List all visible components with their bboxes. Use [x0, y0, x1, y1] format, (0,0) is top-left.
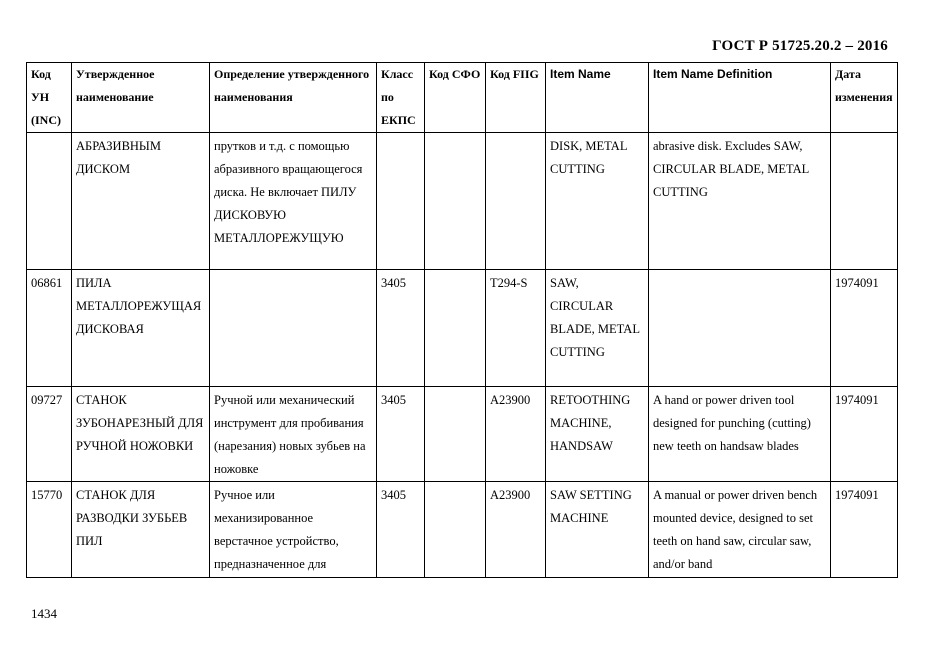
header-approved-name: Утвержденное наименование: [72, 63, 210, 133]
document-code: ГОСТ Р 51725.20.2 – 2016: [712, 38, 888, 54]
cell-inc: 15770: [27, 482, 72, 578]
cell-class: 3405: [377, 270, 425, 387]
cell-item-def: A manual or power driven bench mounted device, designed to set teeth on hand saw, circular saw, and/or band: [649, 482, 831, 578]
cell-item-def: A hand or power driven tool designed for punching (cutting) new teeth on handsaw blades: [649, 387, 831, 482]
table-row: [27, 482, 898, 578]
header-fiig: Код FIIG: [486, 63, 546, 133]
cell-inc: 06861: [27, 270, 72, 387]
header-class: Класс по ЕКПС: [377, 63, 425, 133]
cell-item-def: abrasive disk. Excludes SAW, CIRCULAR BLADE, METAL CUTTING: [649, 133, 831, 270]
cell-item-name: SAW, CIRCULAR BLADE, METAL CUTTING: [546, 270, 649, 387]
cell-inc: 09727: [27, 387, 72, 482]
cell-item-name: RETOOTHING MACHINE, HANDSAW: [546, 387, 649, 482]
cell-fiig: [486, 133, 546, 270]
table-row: [27, 133, 898, 270]
cell-sfo: [425, 482, 486, 578]
cell-item-def: [649, 270, 831, 387]
cell-definition: Ручной или механический инструмент для пробивания (нарезания) новых зубьев на ножовке: [210, 387, 377, 482]
table-row: [27, 387, 898, 482]
cell-definition: Ручное или механизированное верстачное устройство, предназначенное для: [210, 482, 377, 578]
header-sfo: Код СФО: [425, 63, 486, 133]
cell-fiig: A23900: [486, 387, 546, 482]
cell-sfo: [425, 387, 486, 482]
cell-class: 3405: [377, 387, 425, 482]
table-row: [27, 270, 898, 387]
header-inc: Код УН (INC): [27, 63, 72, 133]
header-definition: Определение утвержденного наименования: [210, 63, 377, 133]
cell-date: [831, 133, 898, 270]
cell-item-name: DISK, METAL CUTTING: [546, 133, 649, 270]
cell-definition: [210, 270, 377, 387]
cell-name: АБРАЗИВНЫМ ДИСКОМ: [72, 133, 210, 270]
cell-fiig: T294-S: [486, 270, 546, 387]
header-change-date: Дата изменения: [831, 63, 898, 133]
cell-name: СТАНОК ЗУБОНАРЕЗНЫЙ ДЛЯ РУЧНОЙ НОЖОВКИ: [72, 387, 210, 482]
header-item-name-definition: Item Name Definition: [649, 63, 831, 133]
cell-date: 1974091: [831, 482, 898, 578]
cell-sfo: [425, 133, 486, 270]
item-names-table: [26, 62, 898, 578]
header-item-name: Item Name: [546, 63, 649, 133]
cell-date: 1974091: [831, 270, 898, 387]
cell-date: 1974091: [831, 387, 898, 482]
cell-fiig: A23900: [486, 482, 546, 578]
cell-name: ПИЛА МЕТАЛЛОРЕЖУЩАЯ ДИСКОВАЯ: [72, 270, 210, 387]
cell-definition: прутков и т.д. с помощью абразивного вращающегося диска. Не включает ПИЛУ ДИСКОВУЮ МЕТАЛЛОРЕЖУЩУЮ: [210, 133, 377, 270]
cell-inc: [27, 133, 72, 270]
cell-class: 3405: [377, 482, 425, 578]
cell-sfo: [425, 270, 486, 387]
table-header-row: [27, 63, 898, 133]
cell-name: СТАНОК ДЛЯ РАЗВОДКИ ЗУБЬЕВ ПИЛ: [72, 482, 210, 578]
cell-class: [377, 133, 425, 270]
page-number: 1434: [31, 606, 57, 621]
cell-item-name: SAW SETTING MACHINE: [546, 482, 649, 578]
